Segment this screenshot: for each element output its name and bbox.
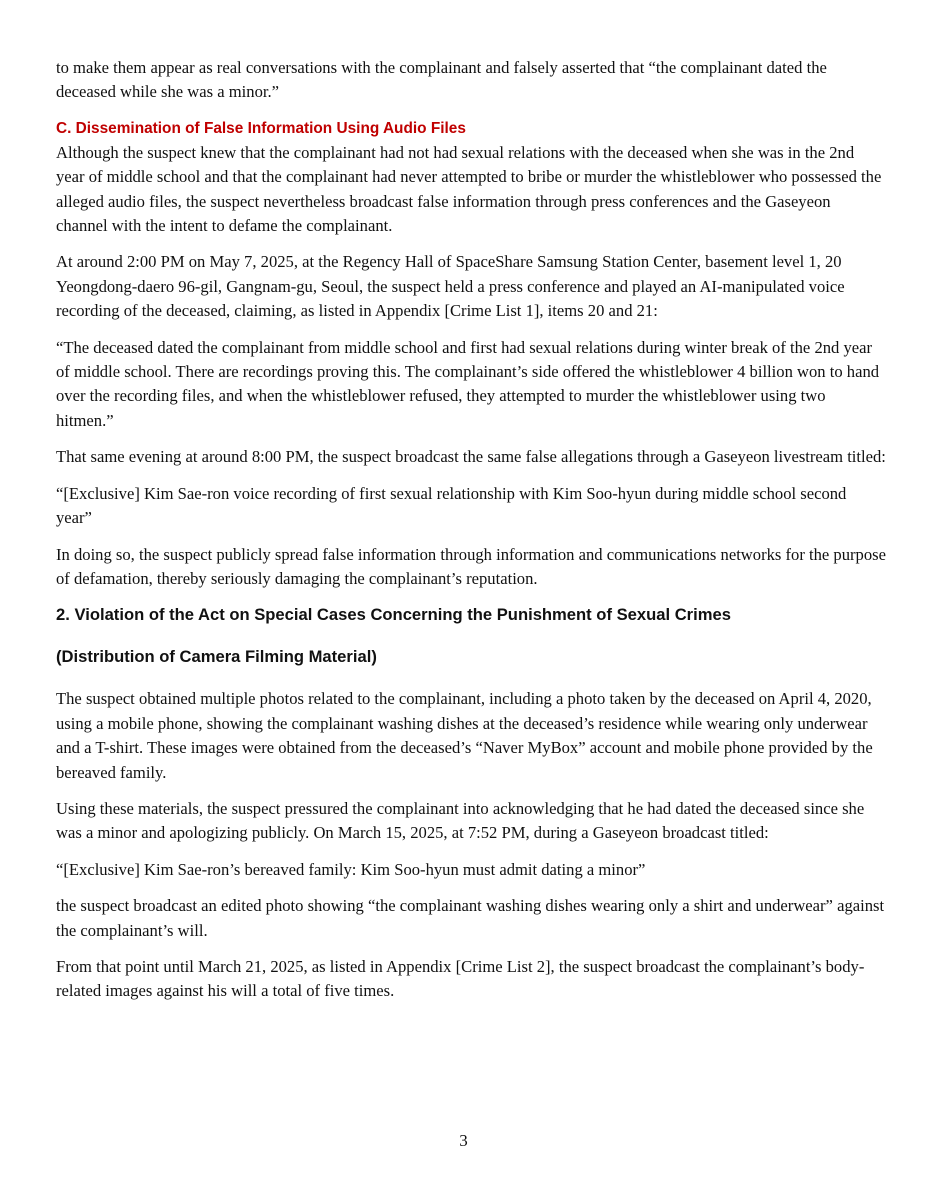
section-c-paragraph-3: That same evening at around 8:00 PM, the suspect broadcast the same false allegations through a Gaseyeon livestream titled: xyxy=(56,447,886,467)
document-page xyxy=(56,56,886,1016)
page-number: 3 xyxy=(459,1131,468,1150)
section-c-paragraph-1: Although the suspect knew that the complainant had not had sexual relations with the deceased when she was in the 2nd year of middle school and that the complainant had never attempted to bribe or murder the whistleblower who possessed the alleged audio files, the suspect nevertheless broadcast false information through press conferences and the Gaseyeon channel with the intent to defame the complainant. xyxy=(56,142,882,236)
section-c-quote-1: “The deceased dated the complainant from middle school and first had sexual relations during winter break of the 2nd year of middle school. There are recordings proving this. The complainant’s side offered the whistleblower 4 billion won to hand over the recording files, and when the whistleblower refused, they attempted to murder the whistleblower using two hitmen.” xyxy=(56,337,880,430)
section-c-heading: C. Dissemination of False Information Using Audio Files xyxy=(56,119,466,137)
paragraph-continued: to make them appear as real conversations with the complainant and falsely asserted that “the complainant dated the deceased while she was a minor.” xyxy=(56,58,827,102)
section-c-paragraph-2: At around 2:00 PM on May 7, 2025, at the Regency Hall of SpaceShare Samsung Station Center, basement level 1, 20 Yeongdong-daero 96-gil, Gangnam-gu, Seoul, the suspect held a press conference and played an AI-manipulated voice recording of the deceased, claiming, as listed in Appendix [Crime List 1], items 20 and 21: xyxy=(56,252,845,321)
section-2-title: 2. Violation of the Act on Special Cases Concerning the Punishment of Sexual Crimes xyxy=(56,605,731,625)
section-c-paragraph-4: In doing so, the suspect publicly spread false information through information and communications networks for the purpose of defamation, thereby seriously damaging the complainant’s reputation. xyxy=(56,544,886,588)
section-2-paragraph-4: From that point until March 21, 2025, as listed in Appendix [Crime List 2], the suspect broadcast the complainant’s body-related images against his will a total of five times. xyxy=(56,956,865,1001)
section-c-quote-2: “[Exclusive] Kim Sae-ron voice recording of first sexual relationship with Kim Soo-hyun during middle school second year” xyxy=(56,483,847,528)
section-2-paragraph-3: the suspect broadcast an edited photo showing “the complainant washing dishes wearing only a shirt and underwear” against the complainant’s will. xyxy=(56,896,885,940)
section-2-subtitle: (Distribution of Camera Filming Material) xyxy=(56,647,377,667)
section-2-paragraph-1: The suspect obtained multiple photos related to the complainant, including a photo taken by the deceased on April 4, 2020, using a mobile phone, showing the complainant washing dishes at the deceased’s residence while wearing only underwear and a T-shirt. These images were obtained from the deceased’s “Naver MyBox” account and mobile phone provided by the bereaved family. xyxy=(56,689,873,782)
section-2-quote: “[Exclusive] Kim Sae-ron’s bereaved family: Kim Soo-hyun must admit dating a minor” xyxy=(56,859,646,879)
section-2-paragraph-2: Using these materials, the suspect pressured the complainant into acknowledging that he had dated the deceased since she was a minor and apologizing publicly. On March 15, 2025, at 7:52 PM, during a Gaseyeon broadcast titled: xyxy=(56,798,865,843)
